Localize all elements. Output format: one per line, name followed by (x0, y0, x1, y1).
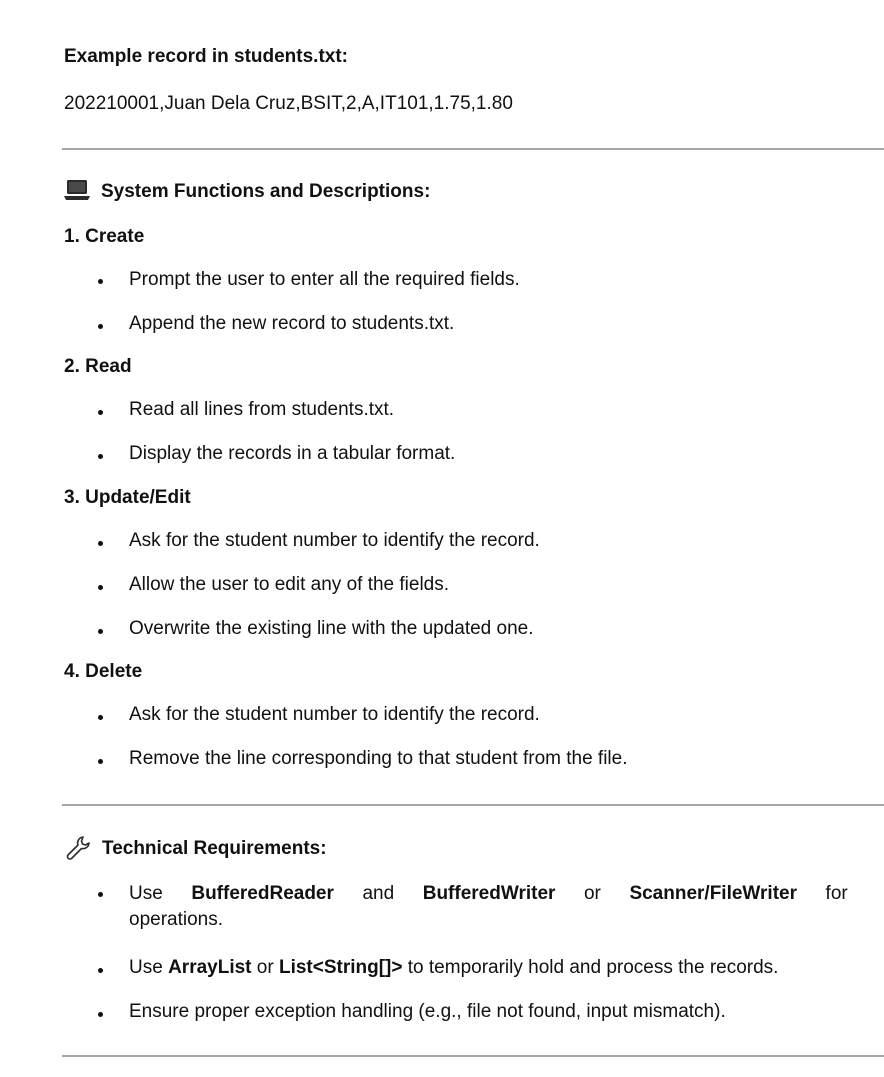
text: to temporarily hold and process the records. (407, 957, 779, 978)
text: and (362, 883, 395, 904)
list-item: Read all lines from students.txt. (129, 399, 395, 420)
section-title-create: 1. Create (64, 226, 145, 247)
divider (62, 1055, 884, 1057)
bullet (98, 324, 103, 329)
laptop-icon (64, 179, 90, 201)
code-term: List<String[]> (278, 957, 403, 978)
bullet (98, 279, 103, 284)
bullet (98, 410, 103, 415)
divider (62, 148, 884, 150)
bullet (98, 454, 103, 459)
text: Use (129, 957, 163, 978)
functions-heading: System Functions and Descriptions: (101, 181, 431, 202)
bullet (98, 968, 103, 973)
list-item: Append the new record to students.txt. (129, 313, 455, 334)
section-title-read: 2. Read (64, 356, 132, 377)
code-term: Scanner/FileWriter (629, 883, 797, 904)
text: or (256, 957, 274, 978)
text: or (583, 883, 601, 904)
text: operations. (129, 909, 224, 930)
example-heading: Example record in students.txt: (64, 46, 349, 67)
wrench-icon (64, 834, 92, 862)
list-item: Overwrite the existing line with the updated one. (129, 618, 534, 639)
tech-item-1 (129, 881, 869, 933)
text: for (825, 883, 848, 904)
list-item: Display the records in a tabular format. (129, 443, 456, 464)
code-term: BufferedWriter (422, 883, 556, 904)
tech-item-2 (129, 957, 778, 979)
divider (62, 804, 884, 806)
technical-heading: Technical Requirements: (102, 838, 327, 859)
code-term: ArrayList (168, 957, 252, 978)
list-item: Remove the line corresponding to that student from the file. (129, 748, 628, 769)
list-item: Allow the user to edit any of the fields. (129, 574, 450, 595)
text: Use (129, 883, 163, 904)
bullet (98, 629, 103, 634)
tech-item-3: Ensure proper exception handling (e.g., file not found, input mismatch). (129, 1001, 726, 1022)
list-item: Prompt the user to enter all the required fields. (129, 269, 520, 290)
example-record: 202210001,Juan Dela Cruz,BSIT,2,A,IT101,1.75,1.80 (64, 93, 513, 114)
bullet (98, 1012, 103, 1017)
list-item: Ask for the student number to identify the record. (129, 530, 540, 551)
section-title-update: 3. Update/Edit (64, 487, 191, 508)
bullet (98, 715, 103, 720)
bullet (98, 759, 103, 764)
section-title-delete: 4. Delete (64, 661, 143, 682)
bullet (98, 541, 103, 546)
code-term: BufferedReader (191, 883, 334, 904)
bullet (98, 892, 103, 897)
list-item: Ask for the student number to identify the record. (129, 704, 540, 725)
bullet (98, 585, 103, 590)
